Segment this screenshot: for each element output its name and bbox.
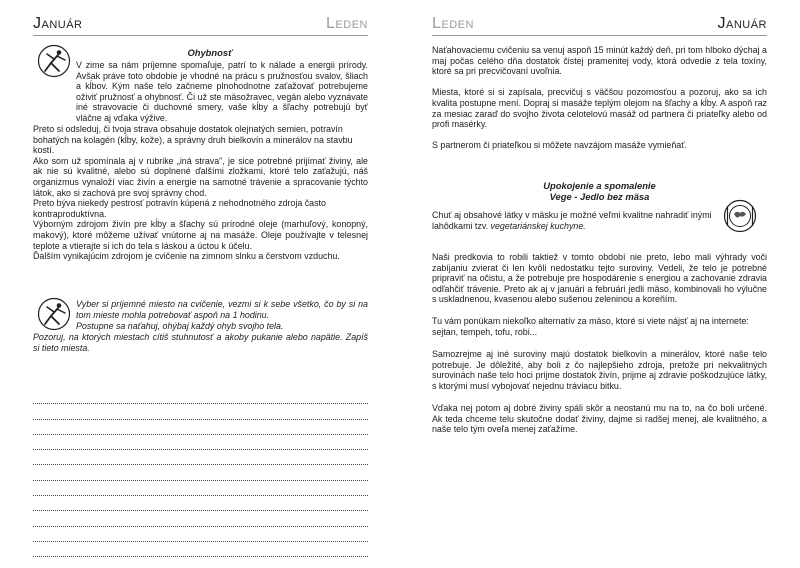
- header-month-slovak: Január: [33, 15, 83, 32]
- yoga-figure-icon: [37, 297, 71, 331]
- paragraph: S partnerom či priateľkou si môžete navzájom masáže vymieňať.: [432, 140, 688, 151]
- exercise-instruction: Vyber si príjemné miesto na cvičenie, vezmi si k sebe všetko, čo by si na tom mieste mohla potrebovať aspoň na 1 hodinu.: [76, 299, 368, 320]
- paragraph: Samozrejme aj iné suroviny majú dostatok bielkovín a minerálov, ktoré naše telo potrebuje. Je dôležité, aby boli z čo najlepšieho zdroja, pretože pri nekvalitných surovinách naše telo hoci prijme dostatok živín, prijme aj zdravie poškodzujúce látky, s ktorými musí vybojovať nejednu tráviacu bitku.: [432, 349, 767, 391]
- right-page: [400, 0, 800, 568]
- intro-text-italic: vegetariánskej kuchyne.: [490, 220, 586, 231]
- page-header: [33, 12, 368, 36]
- intro-paragraph: [432, 210, 717, 231]
- plate-cutlery-icon: [723, 199, 757, 233]
- yoga-figure-icon: [37, 44, 71, 78]
- paragraph: Tu vám ponúkam niekoľko alternatív za mäso, ktoré si viete nájsť aj na internete: sejtan, tempeh, tofu, robi...: [432, 316, 749, 337]
- writing-line[interactable]: [33, 496, 368, 511]
- paragraph: Naťahovaciemu cvičeniu sa venuj aspoň 15 minút každý deň, pri tom hlboko dýchaj a maj počas celého dňa dostatok čistej pramenitej vody, ktorá odvedie z tela toxíny, ktoré sa pri precvičovaní uvoľnia.: [432, 45, 767, 77]
- writing-line[interactable]: [33, 389, 368, 404]
- section-subtitle: Vege - Jedlo bez mäsa: [549, 191, 650, 202]
- header-month-czech: Leden: [432, 15, 474, 32]
- body-text-block: [33, 124, 368, 262]
- writing-line[interactable]: [33, 481, 368, 496]
- paragraph-intro: V zime sa nám príjemne spomaľuje, patrí to k nálade a energii prírody. Avšak práve toto obdobie je vhodné na prácu s pružnosťou svalov, šliach a kĺbov. Kým naše telo začneme plnohodnotne zaťažovať potrebujeme oživiť pružnosť a ohybnosť. Či už ste mäsožravec, vegán alebo vyznávate iné stravovacie či duchovné smery, vaše kĺby a šľachy potrebujú byť vláčne aj vďaka výžive.: [76, 60, 368, 123]
- writing-line[interactable]: [33, 450, 368, 465]
- body-text-block: [432, 45, 767, 151]
- paragraph: Preto si odsleduj, či tvoja strava obsahuje dostatok olejnatých semien, potravín bohatých na kolagén (kĺby, kože), a správny druh bielkovín a minerálov na stavbu kostí.: [33, 124, 353, 156]
- exercise-instruction: Pozoruj, na ktorých miestach cítiš stuhnutosť a akoby pukanie alebo napätie. Zapíš si tieto miesta.: [33, 332, 368, 353]
- exercise-instruction: Postupne sa naťahuj, ohýbaj každý ohyb svojho tela.: [76, 321, 284, 331]
- paragraph: Miesta, ktoré si si zapísala, precvičuj s väčšou pozornosťou a pozoruj, ako sa ich kvalita postupne mení. Dopraj si masáže teplým olejom na šľachy a kĺby. A aspoň raz za mesiac zaraď do svojho života celotelovú masáž od partnera či priateľky alebo od profi masérky.: [432, 87, 767, 130]
- paragraph: Výborným zdrojom živín pre kĺby a šľachy sú prírodné oleje (marhuľový, konopný, makový), ktoré môžeme užívať vnútorne aj na masáže. Oleje používajte v telesnej teplote a vtierajte si ich do tela s láskou a úctou k účelu.: [33, 219, 368, 251]
- paragraph: Naši predkovia to robili taktiež v tomto období nie preto, lebo mali výhrady voči zabíjaniu zvierat či len kvôli nedostatku tejto suroviny. Vedeli, že telo je potrebné pripraviť na očistu, a že potrebuje pre hospodárenie s energiou a zachovanie zdravia odľahčiť trávenie. Preto ak aj v januári a februári jedli mäso, kombinovali ho výlučne s uskladnenou, kvasenou alebo sušenou zeleninou a koreňím.: [432, 252, 767, 305]
- writing-lines[interactable]: [33, 389, 368, 568]
- paragraph: Ako som už spomínala aj v rubrike „iná strava", je sice potrebné prijímať živiny, ale ak nie sú kvalitné, alebo sú doplnené ďalšími zložkami, ktoré telo zaťažujú, náš organizmus vynaloží viac živín a energie na samotné trávenie a spracovanie týchto látok, ako si zachová pre svoj správny chod.: [33, 155, 368, 198]
- section-title: Upokojenie a spomalenie: [543, 180, 656, 191]
- writing-line[interactable]: [33, 435, 368, 450]
- writing-line[interactable]: [33, 420, 368, 435]
- writing-line[interactable]: [33, 511, 368, 526]
- paragraph: Preto býva niekedy pestrosť potravín kúpená z nehodnotného zdroja často kontraproduktívna.: [33, 198, 326, 219]
- page-header: [432, 12, 767, 36]
- writing-line[interactable]: [33, 404, 368, 419]
- header-month-slovak: Január: [717, 15, 767, 32]
- paragraph: Vďaka nej potom aj dobré živiny spáli skôr a neostanú mu na to, na čo boli určené. Ak teda chceme telu skutočne dodať živiny, dajme si radšej menej, ale kvalitného, a naše telo tým oveľa menej zaťažíme.: [432, 403, 767, 435]
- intro-text: Chuť aj obsahové látky v mäsku je možné veľmi kvalitne nahradiť inými lahôdkami tzv.: [432, 210, 712, 231]
- writing-line[interactable]: [33, 557, 368, 568]
- writing-line[interactable]: [33, 465, 368, 480]
- header-month-czech: Leden: [326, 15, 368, 32]
- section-title: Ohybnosť: [187, 47, 233, 58]
- writing-line[interactable]: [33, 542, 368, 557]
- paragraph: Ďalším vynikajúcim zdrojom je cvičenie na zimnom slnku a čerstvom vzduchu.: [33, 251, 340, 262]
- writing-line[interactable]: [33, 527, 368, 542]
